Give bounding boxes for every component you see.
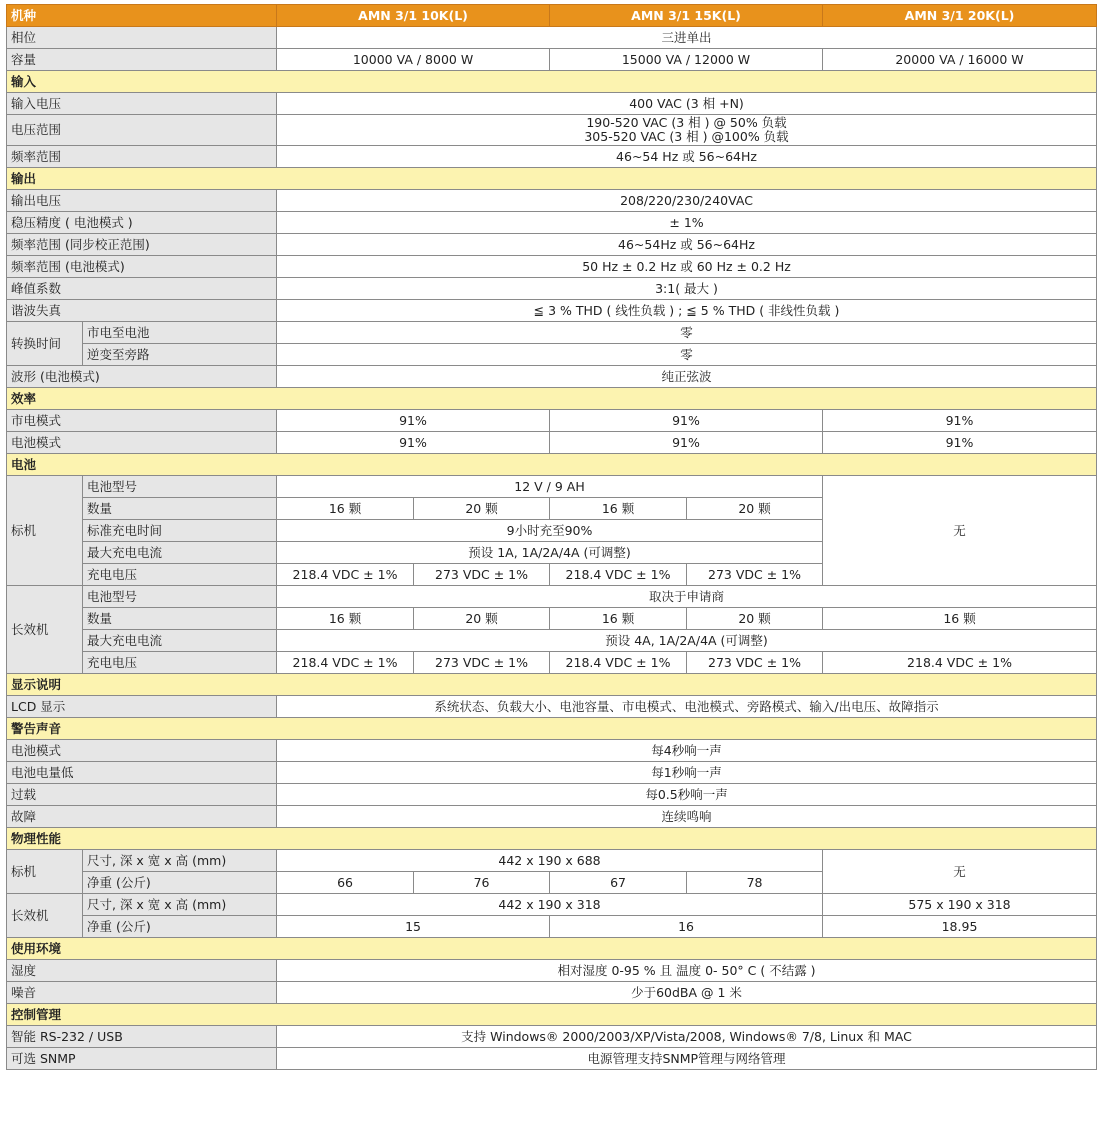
row-value: 20 颗 <box>414 608 550 630</box>
row-label: 过载 <box>7 784 277 806</box>
row-value: 预设 1A, 1A/2A/4A (可调整) <box>277 542 823 564</box>
table-row <box>7 586 1097 608</box>
table-row <box>7 27 1097 49</box>
row-value: 400 VAC (3 相 +N) <box>277 93 1097 115</box>
table-row <box>7 806 1097 828</box>
table-row <box>7 234 1097 256</box>
sub-label: 市电至电池 <box>83 322 277 344</box>
row-value: 9小时充至90% <box>277 520 823 542</box>
row-value: 电源管理支持SNMP管理与网络管理 <box>277 1048 1097 1070</box>
sub-label: 净重 (公斤) <box>83 872 277 894</box>
row-value: 20 颗 <box>687 498 823 520</box>
row-value: 16 颗 <box>550 608 687 630</box>
section-row <box>7 674 1097 696</box>
row-value: 20 颗 <box>414 498 550 520</box>
table-row <box>7 652 1097 674</box>
row-value: 218.4 VDC ± 1% <box>550 564 687 586</box>
row-value: 91% <box>550 432 823 454</box>
sub-label: 充电电压 <box>83 564 277 586</box>
section-row <box>7 718 1097 740</box>
section-title: 显示说明 <box>7 674 1097 696</box>
row-value: 支持 Windows® 2000/2003/XP/Vista/2008, Windows® 7/8, Linux 和 MAC <box>277 1026 1097 1048</box>
row-value: 218.4 VDC ± 1% <box>550 652 687 674</box>
row-value: 三进单出 <box>277 27 1097 49</box>
section-row <box>7 1004 1097 1026</box>
row-label: 频率范围 (电池模式) <box>7 256 277 278</box>
header-row <box>7 5 1097 27</box>
row-value: 575 x 190 x 318 <box>823 894 1097 916</box>
row-label: 频率范围 <box>7 146 277 168</box>
row-value: 46~54 Hz 或 56~64Hz <box>277 146 1097 168</box>
spec-table <box>6 4 1097 1070</box>
row-label: 波形 (电池模式) <box>7 366 277 388</box>
row-value: ≦ 3 % THD ( 线性负载 ) ; ≦ 5 % THD ( 非线性负载 ) <box>277 300 1097 322</box>
row-value: 零 <box>277 322 1097 344</box>
table-row <box>7 630 1097 652</box>
row-value: 46~54Hz 或 56~64Hz <box>277 234 1097 256</box>
sub-label: 净重 (公斤) <box>83 916 277 938</box>
table-row <box>7 300 1097 322</box>
table-row <box>7 278 1097 300</box>
row-value: 每1秒响一声 <box>277 762 1097 784</box>
section-title: 电池 <box>7 454 1097 476</box>
row-value: 442 x 190 x 688 <box>277 850 823 872</box>
table-row <box>7 322 1097 344</box>
row-value: 208/220/230/240VAC <box>277 190 1097 212</box>
row-value <box>277 115 1097 146</box>
section-row <box>7 71 1097 93</box>
sub-label: 最大充电电流 <box>83 542 277 564</box>
sub-label: 电池型号 <box>83 586 277 608</box>
row-label: 噪音 <box>7 982 277 1004</box>
row-label: 相位 <box>7 27 277 49</box>
row-value: 20000 VA / 16000 W <box>823 49 1097 71</box>
table-row <box>7 960 1097 982</box>
section-title: 警告声音 <box>7 718 1097 740</box>
row-value: 20 颗 <box>687 608 823 630</box>
row-value: 16 颗 <box>277 498 414 520</box>
section-title: 输入 <box>7 71 1097 93</box>
row-value: 16 颗 <box>823 608 1097 630</box>
sub-label: 尺寸, 深 x 宽 x 高 (mm) <box>83 894 277 916</box>
row-label: 电池模式 <box>7 432 277 454</box>
section-title: 输出 <box>7 168 1097 190</box>
row-label: 容量 <box>7 49 277 71</box>
section-title: 使用环境 <box>7 938 1097 960</box>
table-row <box>7 894 1097 916</box>
row-value: 无 <box>823 850 1097 894</box>
section-row <box>7 828 1097 850</box>
row-label: 市电模式 <box>7 410 277 432</box>
table-row <box>7 1048 1097 1070</box>
row-value: 91% <box>550 410 823 432</box>
table-row <box>7 410 1097 432</box>
row-value: 218.4 VDC ± 1% <box>277 652 414 674</box>
row-value: 218.4 VDC ± 1% <box>277 564 414 586</box>
row-label: 转换时间 <box>7 322 83 366</box>
table-row <box>7 608 1097 630</box>
sub-label: 最大充电电流 <box>83 630 277 652</box>
table-row <box>7 982 1097 1004</box>
row-label: 输入电压 <box>7 93 277 115</box>
model-15k: AMN 3/1 15K(L) <box>550 5 823 27</box>
row-value: 18.95 <box>823 916 1097 938</box>
row-value: 66 <box>277 872 414 894</box>
model-10k: AMN 3/1 10K(L) <box>277 5 550 27</box>
range-line-1: 190-520 VAC (3 相 ) @ 50% 负载 <box>586 115 787 130</box>
table-row <box>7 212 1097 234</box>
row-label: 峰值系数 <box>7 278 277 300</box>
table-row <box>7 93 1097 115</box>
row-label: 长效机 <box>7 894 83 938</box>
row-label: 湿度 <box>7 960 277 982</box>
section-row <box>7 168 1097 190</box>
table-row <box>7 740 1097 762</box>
row-label: 谐波失真 <box>7 300 277 322</box>
sub-label: 充电电压 <box>83 652 277 674</box>
row-label: 频率范围 (同步校正范围) <box>7 234 277 256</box>
row-value: 零 <box>277 344 1097 366</box>
row-value: 273 VDC ± 1% <box>687 564 823 586</box>
table-row <box>7 190 1097 212</box>
table-row <box>7 49 1097 71</box>
row-value: 无 <box>823 476 1097 586</box>
row-label: 长效机 <box>7 586 83 674</box>
row-value: 91% <box>823 432 1097 454</box>
row-value: 442 x 190 x 318 <box>277 894 823 916</box>
row-value: 预设 4A, 1A/2A/4A (可调整) <box>277 630 1097 652</box>
row-label: 稳压精度 ( 电池模式 ) <box>7 212 277 234</box>
row-label: LCD 显示 <box>7 696 277 718</box>
row-value: 系统状态、负载大小、电池容量、市电模式、电池模式、旁路模式、输入/出电压、故障指示 <box>277 696 1097 718</box>
row-value: 3:1( 最大 ) <box>277 278 1097 300</box>
row-value: 91% <box>277 410 550 432</box>
row-label: 电池电量低 <box>7 762 277 784</box>
table-row <box>7 146 1097 168</box>
row-value: 少于60dBA @ 1 米 <box>277 982 1097 1004</box>
row-value: 纯正弦波 <box>277 366 1097 388</box>
row-value: 91% <box>277 432 550 454</box>
row-value: 16 颗 <box>277 608 414 630</box>
row-value: 相对湿度 0-95 % 且 温度 0- 50° C ( 不结露 ) <box>277 960 1097 982</box>
row-value: 50 Hz ± 0.2 Hz 或 60 Hz ± 0.2 Hz <box>277 256 1097 278</box>
row-value: 15 <box>277 916 550 938</box>
row-label: 输出电压 <box>7 190 277 212</box>
sub-label: 标准充电时间 <box>83 520 277 542</box>
section-title: 控制管理 <box>7 1004 1097 1026</box>
table-row <box>7 344 1097 366</box>
row-label: 电池模式 <box>7 740 277 762</box>
sub-label: 数量 <box>83 608 277 630</box>
table-row <box>7 256 1097 278</box>
section-row <box>7 388 1097 410</box>
row-value: 218.4 VDC ± 1% <box>823 652 1097 674</box>
table-row <box>7 1026 1097 1048</box>
table-row <box>7 850 1097 872</box>
model-20k: AMN 3/1 20K(L) <box>823 5 1097 27</box>
range-line-2: 305-520 VAC (3 相 ) @100% 负载 <box>584 129 789 144</box>
model-label: 机种 <box>7 5 277 27</box>
row-value: 273 VDC ± 1% <box>414 564 550 586</box>
table-row <box>7 432 1097 454</box>
row-value: 连续鸣响 <box>277 806 1097 828</box>
section-row <box>7 938 1097 960</box>
sub-label: 电池型号 <box>83 476 277 498</box>
table-row <box>7 115 1097 146</box>
row-value: 每0.5秒响一声 <box>277 784 1097 806</box>
row-value: 273 VDC ± 1% <box>414 652 550 674</box>
table-row <box>7 476 1097 498</box>
row-value: 16 颗 <box>550 498 687 520</box>
row-value: 76 <box>414 872 550 894</box>
sub-label: 尺寸, 深 x 宽 x 高 (mm) <box>83 850 277 872</box>
row-value: 10000 VA / 8000 W <box>277 49 550 71</box>
section-row <box>7 454 1097 476</box>
row-label: 电压范围 <box>7 115 277 146</box>
row-label: 标机 <box>7 476 83 586</box>
row-value: 16 <box>550 916 823 938</box>
row-label: 智能 RS-232 / USB <box>7 1026 277 1048</box>
row-value: 15000 VA / 12000 W <box>550 49 823 71</box>
row-label: 可选 SNMP <box>7 1048 277 1070</box>
row-value: 取决于申请商 <box>277 586 1097 608</box>
table-row <box>7 696 1097 718</box>
sub-label: 逆变至旁路 <box>83 344 277 366</box>
row-label: 标机 <box>7 850 83 894</box>
sub-label: 数量 <box>83 498 277 520</box>
section-title: 物理性能 <box>7 828 1097 850</box>
table-row <box>7 366 1097 388</box>
row-value: 每4秒响一声 <box>277 740 1097 762</box>
row-value: 273 VDC ± 1% <box>687 652 823 674</box>
row-label: 故障 <box>7 806 277 828</box>
row-value: 78 <box>687 872 823 894</box>
section-title: 效率 <box>7 388 1097 410</box>
table-row <box>7 784 1097 806</box>
table-row <box>7 762 1097 784</box>
row-value: 67 <box>550 872 687 894</box>
table-row <box>7 916 1097 938</box>
row-value: 12 V / 9 AH <box>277 476 823 498</box>
row-value: 91% <box>823 410 1097 432</box>
row-value: ± 1% <box>277 212 1097 234</box>
